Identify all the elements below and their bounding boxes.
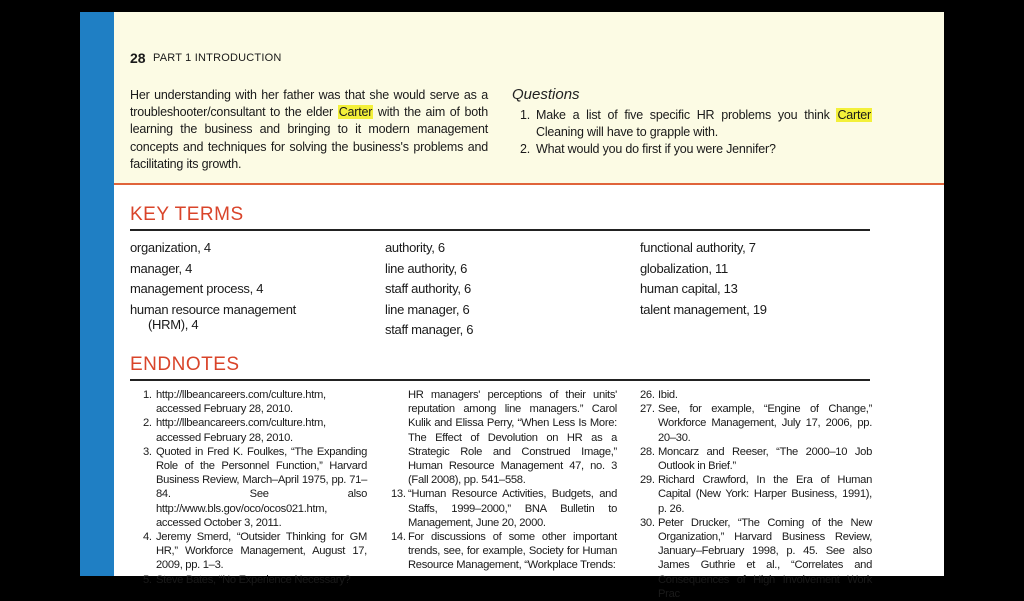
endnote: 3. Quoted in Fred K. Foulkes, “The Expanding Role of the Personnel Function,” Harvard Business Review, March–April 1975, pp. 71–84. See also http://www.bls.gov/oco/ocos021.htm, accessed October 3, 2011. [143, 445, 367, 529]
questions-list [520, 107, 872, 159]
key-term: organization, 4 [130, 240, 211, 255]
key-terms-col-3 [640, 238, 767, 320]
endnote: 27. See, for example, “Engine of Change,” Workforce Management, July 17, 2006, pp. 20–30. [640, 403, 872, 444]
key-term: staff authority, 6 [385, 281, 471, 296]
key-term: human resource management [130, 301, 296, 317]
key-terms-rule [130, 229, 870, 231]
endnotes-rule [130, 379, 870, 381]
key-terms-col-1 [130, 238, 296, 336]
endnote: 2. http://llbeancareers.com/culture.htm, accessed February 28, 2010. [143, 417, 326, 444]
key-terms-heading: KEY TERMS [130, 204, 244, 225]
endnotes-heading: ENDNOTES [130, 354, 240, 375]
case-paragraph: Her understanding with her father was that she would serve as a troubleshooter/consultant to the elder Carter with the aim of both learning the business and bringing to it modern management concepts and techniques for solving the business's problems and facilitating its growth. [130, 88, 488, 171]
page-color-strip [80, 12, 114, 576]
endnotes-col-3 [640, 388, 872, 601]
key-term: (HRM), 4 [148, 317, 199, 332]
questions-title: Questions [512, 86, 580, 103]
question-item: 2. What would you do first if you were Jennifer? [520, 142, 776, 157]
endnote: 5. Steve Bates, “No Experience Necessary? [143, 573, 351, 586]
key-terms-col-2 [385, 238, 473, 341]
page-number: 28 [130, 50, 146, 66]
running-head: PART 1 INTRODUCTION [153, 52, 282, 64]
endnotes-col-1 [143, 388, 367, 587]
endnote: 4. Jeremy Smerd, “Outsider Thinking for GM HR,” Workforce Management, August 17, 2009, pp. 1–3. [143, 531, 367, 572]
endnote: 14. For discussions of some other important trends, see, for example, Society for Human Resource Management, “Workplace Trends: [391, 531, 617, 572]
key-term: functional authority, 7 [640, 240, 756, 255]
highlight-carter: Carter [338, 105, 373, 120]
key-term: talent management, 19 [640, 301, 767, 317]
key-term: line manager, 6 [385, 301, 470, 317]
key-term: manager, 4 [130, 260, 193, 276]
endnote-continuation: HR managers' perceptions of their units' reputation among line managers.” Carol Kulik and Elissa Perry, “When Less Is More: The Effect of Devolution on HR as a Strategic Role and Construed Image,” Human Resource Management 47, no. 3 (Fall 2008), pp. 541–558. [408, 389, 617, 487]
endnote: 28. Moncarz and Reeser, “The 2000–10 Job Outlook in Brief.” [640, 445, 872, 473]
endnote: 29. Richard Crawford, In the Era of Human Capital (New York: Harper Business, 1991), p. 26. [640, 474, 872, 515]
key-term: globalization, 11 [640, 260, 728, 276]
endnote: 13. “Human Resource Activities, Budgets, and Staffs, 1999–2000,” BNA Bulletin to Management, June 20, 2000. [391, 488, 617, 529]
key-term: staff manager, 6 [385, 322, 474, 337]
document-page [80, 12, 944, 600]
key-term: management process, 4 [130, 281, 264, 296]
endnotes-col-2 [391, 388, 617, 573]
endnote: 30. Peter Drucker, “The Coming of the New Organization,” Harvard Business Review, January–February 1998, p. 45. See also James Guthrie et al., “Correlates and Consequences of High Involvement Work Prac [640, 516, 872, 600]
key-term: authority, 6 [385, 240, 445, 255]
endnote: 26. Ibid. [640, 389, 678, 401]
highlight-carter: Carter [837, 108, 871, 122]
endnote: 1. http://llbeancareers.com/culture.htm, accessed February 28, 2010. [143, 389, 326, 416]
key-term: line authority, 6 [385, 260, 468, 276]
question-item: 1. Make a list of five specific HR problems you think Carter Cleaning will have to grapple with. [520, 108, 871, 140]
key-term: human capital, 13 [640, 281, 738, 296]
